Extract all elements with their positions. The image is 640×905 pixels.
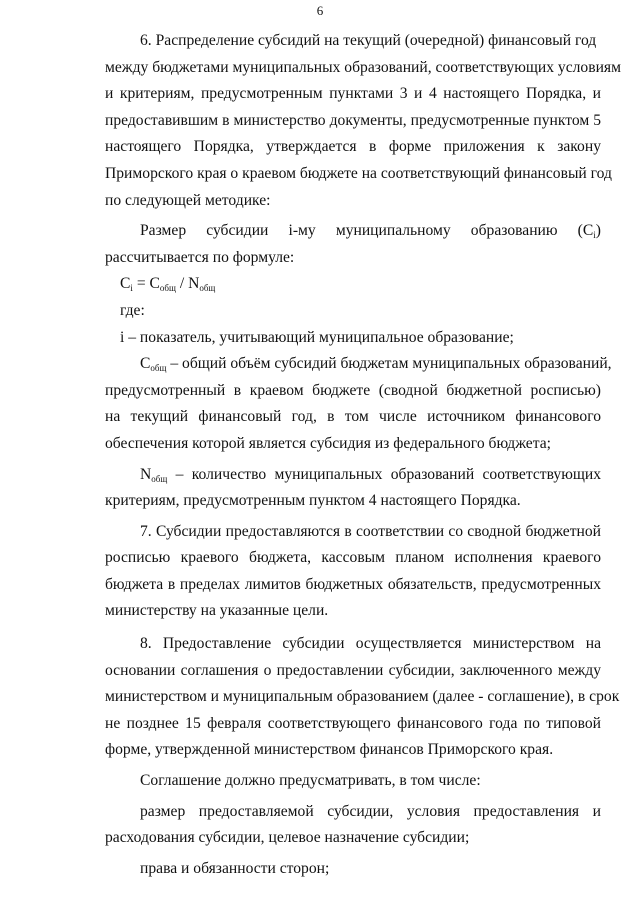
n-total-definition-line-2: критериям, предусмотренным пунктом 4 настоящего Порядка. [105,492,521,510]
paragraph-7-line-4: министерству на указанные цели. [105,602,329,620]
agreement-item-size [105,799,601,852]
agreement-item-rights: права и обязанности сторон; [140,859,330,877]
paragraph-6 [105,28,621,214]
paragraph-7-line-3: бюджета в пределах лимитов бюджетных обязательств, предусмотренных [105,575,601,593]
agreement-item-size-line-1: размер предоставляемой субсидии, условия предоставления и [140,802,601,820]
paragraph-8-line-1: 8. Предоставление субсидии осуществляется министерством на [140,635,601,653]
paragraph-7-line-1: 7. Субсидии предоставляются в соответствии со сводной бюджетной [140,522,601,540]
paragraph-6-line-4: предоставившим в министерство документы, предусмотренные пунктом 5 [105,111,601,129]
paragraph-6-line-7: по следующей методике: [105,191,271,209]
paragraph-7-line-2: росписью краевого бюджета, кассовым планом исполнения краевого [105,549,601,567]
formula: $C_i = C_{общ} / N_{общ}$ [120,275,216,294]
c-total-definition-line-3: на текущий финансовый год, в том числе источником финансового [105,408,601,426]
c-total-definition [105,351,612,457]
agreement-intro: Соглашение должно предусматривать, в том числе: [140,772,481,790]
paragraph-8-line-3: министерством и муниципальным образованием (далее - соглашение), в срок [105,688,620,706]
subsidy-size-intro-line-2: рассчитывается по формуле: [105,248,295,266]
document-body [105,28,621,882]
paragraph-6-line-1: 6. Распределение субсидий на текущий (очередной) финансовый год [140,32,597,49]
c-total-definition-line-1: $C_{общ}$ – общий объём субсидий бюджетам муниципальных образований, [140,355,612,374]
paragraph-6-line-5: настоящего Порядка, утверждается в форме приложения к закону [105,138,601,156]
paragraph-8-line-2: основании соглашения о предоставлении субсидии, заключенного между [105,661,601,679]
n-total-definition-line-1: $N_{общ}$ – количество муниципальных образований соответствующих [140,465,601,484]
n-total-definition [105,462,601,515]
paragraph-8 [105,631,620,764]
paragraph-8-line-4: не позднее 15 февраля соответствующего финансового года по типовой [105,714,601,732]
where-label: где: [120,301,145,319]
page-number: 6 [316,3,324,18]
paragraph-6-line-3: и критериям, предусмотренным пунктами 3 и 4 настоящего Порядка, и [105,85,601,103]
subsidy-size-intro-line-1: Размер субсидии i-му муниципальному образованию $(C_i)$ [140,222,601,241]
c-total-definition-line-4: обеспечения которой является субсидия из федерального бюджета; [105,434,551,452]
i-definition: i – показатель, учитывающий муниципальное образование; [120,328,514,346]
agreement-item-size-line-2: расходования субсидии, целевое назначение субсидии; [105,829,470,847]
paragraph-6-line-6: Приморского края о краевом бюджете на соответствующий финансовый год [105,164,612,182]
paragraph-8-line-5: форме, утвержденной министерством финансов Приморского края. [105,741,554,759]
paragraph-7 [105,519,601,625]
paragraph-6-line-2: между бюджетами муниципальных образований, соответствующих условиям [105,58,621,76]
subsidy-size-intro [105,218,601,271]
c-total-definition-line-2: предусмотренный в краевом бюджете (сводной бюджетной росписью) [105,381,601,399]
